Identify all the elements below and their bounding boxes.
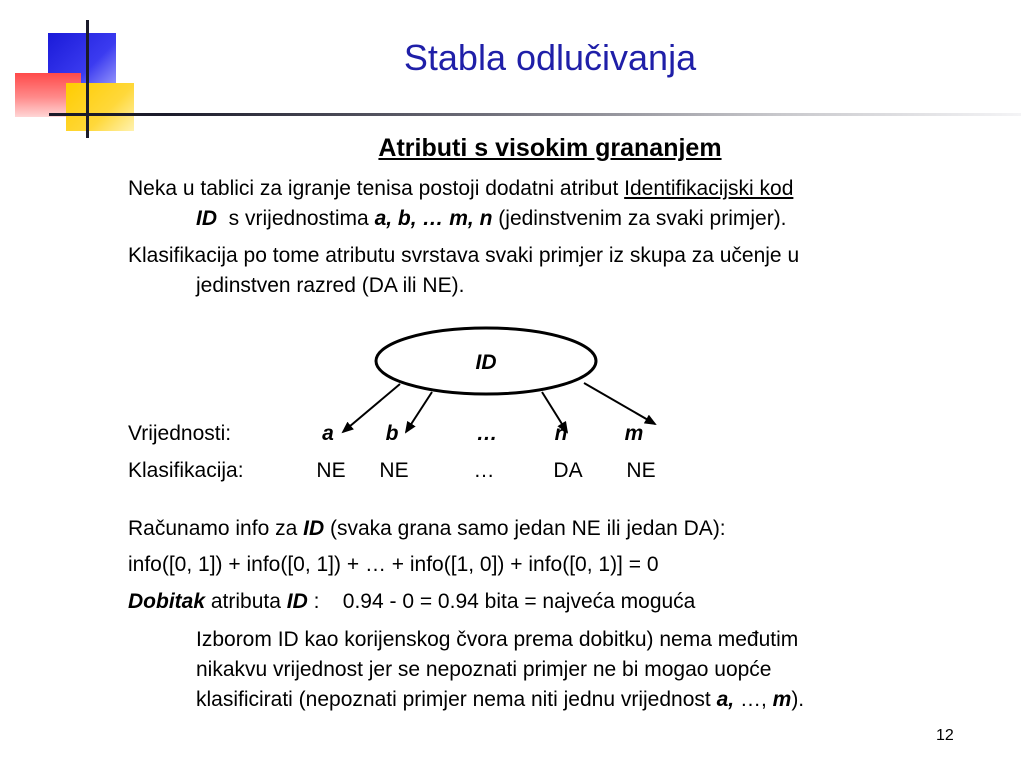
class-m: NE (626, 459, 656, 482)
note-a: a, (716, 688, 735, 711)
class-a: NE (316, 459, 346, 482)
calc-line3-id: ID (286, 590, 308, 613)
calc-line1-pre: Računamo info za (128, 517, 298, 540)
calc-line-1 (128, 514, 968, 544)
value-m: m (624, 422, 644, 445)
class-ellipsis: … (473, 459, 495, 482)
class-n: DA (553, 459, 583, 482)
intro-p2-line1: Klasifikacija po tome atributu svrstava svaki primjer iz skupa za učenje u (128, 244, 800, 267)
calc-gain-label: Dobitak (128, 590, 206, 613)
value-b: b (385, 422, 399, 445)
calc-line-3 (128, 587, 968, 617)
intro-p1-id: ID (196, 207, 217, 230)
calc-line3-expr: 0.94 - 0 = 0.94 bita = najveća moguća (342, 590, 696, 613)
note-m: m (772, 688, 792, 711)
intro-p1-end: (jedinstvenim za svaki primjer). (498, 207, 787, 230)
intro-p1-attribute: Identifikacijski kod (624, 177, 794, 200)
classification-row-label: Klasifikacija: (128, 459, 244, 482)
calc-line3-colon: : (313, 590, 320, 613)
note-paragraph (128, 625, 968, 715)
slide-subtitle: Atributi s visokim grananjem (378, 134, 722, 162)
class-b: NE (379, 459, 409, 482)
intro-p1-mid: s vrijednostima (228, 207, 369, 230)
values-row-label: Vrijednosti: (128, 422, 232, 445)
intro-p2-line2: jedinstven razred (DA ili NE). (196, 274, 465, 297)
note-line1: Izborom ID kao korijenskog čvora prema dobitku) nema međutim (196, 628, 799, 651)
calc-line3-mid: atributa (210, 590, 281, 613)
note-line2: nikakvu vrijednost jer se nepoznati primjer ne bi mogao uopće (196, 658, 772, 681)
id-node-label: ID (475, 351, 497, 374)
page-number: 12 (936, 727, 954, 744)
value-n: n (554, 422, 568, 445)
value-ellipsis: … (476, 422, 498, 445)
calc-line1-id: ID (303, 517, 325, 540)
slide-title: Stabla odlučivanja (403, 37, 697, 78)
branch-m-arrow (584, 383, 655, 424)
value-a: a (322, 422, 334, 445)
note-end: ). (791, 688, 805, 711)
calc-line-2: info([0, 1]) + info([0, 1]) + … + info([1, 0]) + info([0, 1)] = 0 (128, 553, 659, 576)
note-ellipsis: …, (739, 688, 767, 711)
note-line3-pre: klasificirati (nepoznati primjer nema niti jednu vrijednost (196, 688, 711, 711)
intro-p1-values: a, b, … m, n (374, 207, 493, 230)
calc-line1-post: (svaka grana samo jedan NE ili jedan DA): (329, 517, 726, 540)
intro-p1-text: Neka u tablici za igranje tenisa postoji dodatni atribut (128, 177, 619, 200)
note-line3 (128, 685, 968, 715)
